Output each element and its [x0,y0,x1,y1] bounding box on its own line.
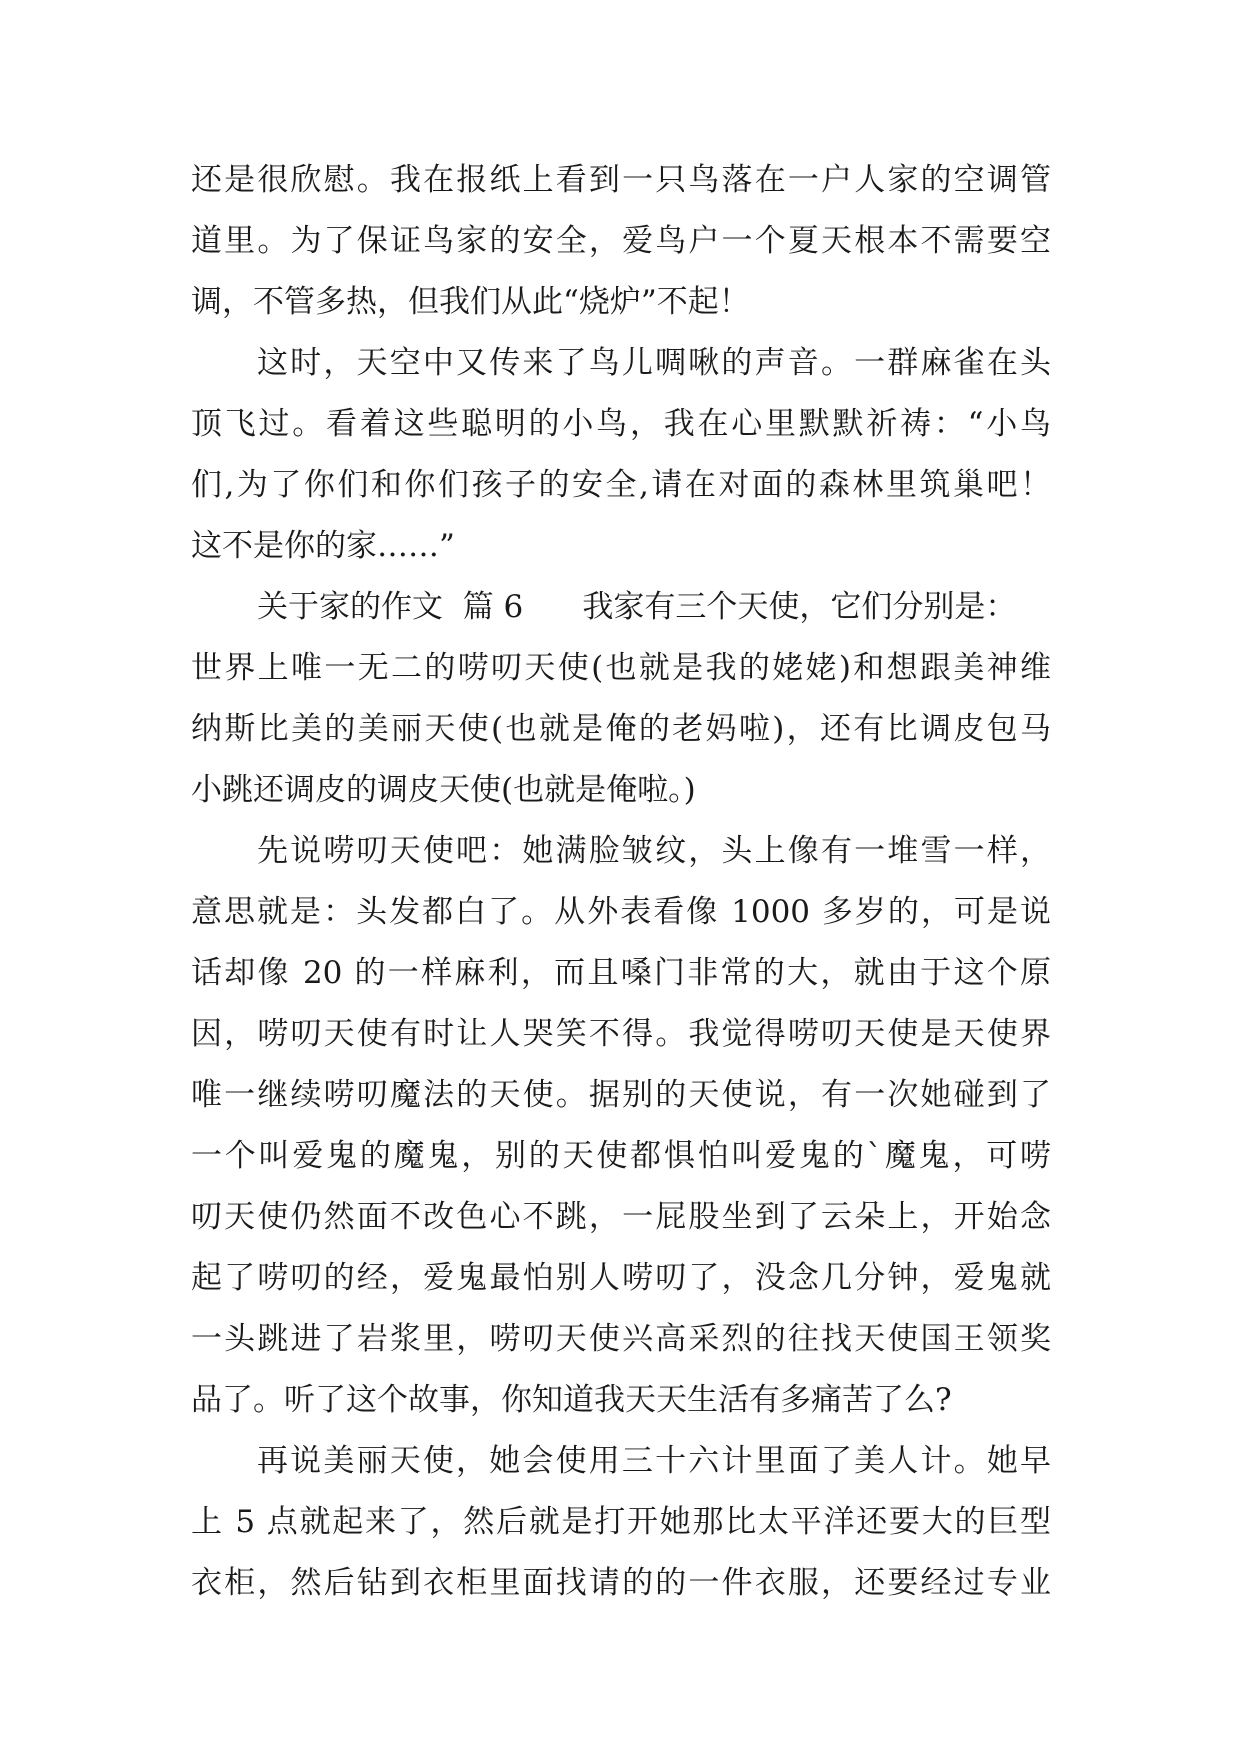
text-line: 世界上唯一无二的唠叨天使(也就是我的姥姥)和想跟美神维 [191,650,1051,686]
text-line: 品了。听了这个故事，你知道我天天生活有多痛苦了么? [191,1382,952,1418]
text-line: 顶飞过。看着这些聪明的小鸟，我在心里默默祈祷：“小鸟 [191,406,1051,442]
text-line: 上 5 点就起来了，然后就是打开她那比太平洋还要大的巨型 [191,1504,1051,1540]
text-line: 一个叫爱鬼的魔鬼，别的天使都惧怕叫爱鬼的`魔鬼，可唠 [191,1138,1051,1174]
text-line: 叨天使仍然面不改色心不跳，一屁股坐到了云朵上，开始念 [191,1199,1051,1235]
essay-body [191,150,1051,1614]
text-line: 小跳还调皮的调皮天使(也就是俺啦。) [191,772,696,808]
text-line: 们,为了你们和你们孩子的安全,请在对面的森林里筑巢吧！ [191,467,1051,503]
text-line: 道里。为了保证鸟家的安全，爱鸟户一个夏天根本不需要空 [191,223,1051,259]
text-line: 衣柜，然后钻到衣柜里面找请的的一件衣服，还要经过专业 [191,1565,1051,1601]
text-line: 唯一继续唠叨魔法的天使。据别的天使说，有一次她碰到了 [191,1077,1051,1113]
text-line: 因，唠叨天使有时让人哭笑不得。我觉得唠叨天使是天使界 [191,1016,1051,1052]
text-line: 调，不管多热，但我们从此“烧炉”不起！ [191,284,750,320]
text-line: 纳斯比美的美丽天使(也就是俺的老妈啦)，还有比调皮包马 [191,711,1051,747]
essay-heading-line: 关于家的作文 篇 6 我家有三个天使，它们分别是： [257,589,1017,625]
text-line: 起了唠叨的经，爱鬼最怕别人唠叨了，没念几分钟，爱鬼就 [191,1260,1051,1296]
text-line: 这不是你的家……” [191,528,455,564]
text-line: 意思就是：头发都白了。从外表看像 1000 多岁的，可是说 [191,894,1051,930]
text-line: 还是很欣慰。我在报纸上看到一只鸟落在一户人家的空调管 [191,162,1051,198]
text-line: 话却像 20 的一样麻利，而且嗓门非常的大，就由于这个原 [191,955,1051,991]
paragraph-start-line: 再说美丽天使，她会使用三十六计里面了美人计。她早 [257,1443,1051,1479]
text-line: 一头跳进了岩浆里，唠叨天使兴高采烈的往找天使国王领奖 [191,1321,1051,1357]
paragraph-start-line: 先说唠叨天使吧：她满脸皱纹，头上像有一堆雪一样， [257,833,1051,869]
paragraph-start-line: 这时，天空中又传来了鸟儿啁啾的声音。一群麻雀在头 [257,345,1051,381]
